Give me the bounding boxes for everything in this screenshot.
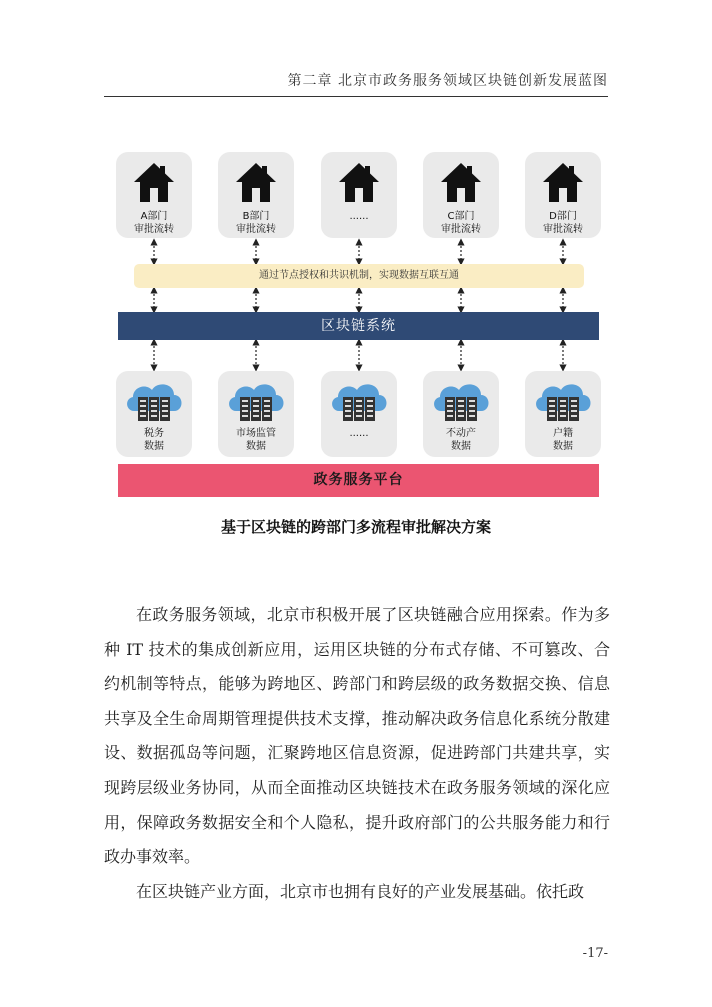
department-name: D部门 xyxy=(549,211,577,222)
data-source-name: 不动产 xyxy=(446,428,476,439)
data-source-card-household xyxy=(525,371,601,457)
data-source-suffix: ...... xyxy=(349,428,369,439)
cloud-server-icon xyxy=(122,377,186,427)
department-process: 审批流转 xyxy=(236,224,276,235)
data-source-name: 税务 xyxy=(144,428,164,439)
data-source-card-tax xyxy=(116,371,192,457)
blockchain-system-bar: 区块链系统 xyxy=(118,312,599,340)
data-source-card-market xyxy=(218,371,294,457)
page-number: -17- xyxy=(582,946,608,961)
department-name: B部门 xyxy=(242,211,270,222)
department-process: 审批流转 xyxy=(441,224,481,235)
data-source-suffix: 数据 xyxy=(553,441,573,452)
data-source-suffix: 数据 xyxy=(451,441,471,452)
department-name: A部门 xyxy=(140,211,168,222)
paragraph: 在政务服务领域，北京市积极开展了区块链融合应用探索。作为多种 IT 技术的集成创新应用，运用区块链的分布式存储、不可篡改、合约机制等特点，能够为跨地区、跨部门和跨层级的政务数据交换、信息共享及全生命周期管理提供技术支撑，推动解决政务信息化系统分散建设、数据孤岛等问题，汇聚跨地区信息资源，促进跨部门共建共享，实现跨层级业务协同，从而全面推动区块链技术在政务服务领域的深化应用，保障政务数据安全和个人隐私，提升政府部门的公共服务能力和行政办事效率。 xyxy=(104,605,610,867)
body-text xyxy=(104,598,610,909)
cloud-server-icon xyxy=(224,377,288,427)
department-process: 审批流转 xyxy=(134,224,174,235)
department-name: C部门 xyxy=(447,211,475,222)
data-source-name: 市场监管 xyxy=(236,428,276,439)
figure-caption: 基于区块链的跨部门多流程审批解决方案 xyxy=(220,518,491,536)
cloud-server-icon xyxy=(531,377,595,427)
cloud-server-icon xyxy=(327,377,391,427)
data-source-name: 户籍 xyxy=(553,428,573,439)
data-source-suffix: 数据 xyxy=(246,441,266,452)
consensus-mechanism-bar: 通过节点授权和共识机制，实现数据互联互通 xyxy=(134,264,584,288)
cloud-server-icon xyxy=(429,377,493,427)
data-source-card-more xyxy=(321,371,397,457)
paragraph: 在区块链产业方面，北京市也拥有良好的产业发展基础。依托政 xyxy=(136,881,585,901)
data-source-card-realestate xyxy=(423,371,499,457)
running-header: 第二章 北京市政务服务领域区块链创新发展蓝图 xyxy=(287,73,608,89)
department-process: 审批流转 xyxy=(543,224,583,235)
data-source-suffix: 数据 xyxy=(144,441,164,452)
department-process: ...... xyxy=(349,211,369,222)
government-service-platform-bar: 政务服务平台 xyxy=(118,464,599,497)
